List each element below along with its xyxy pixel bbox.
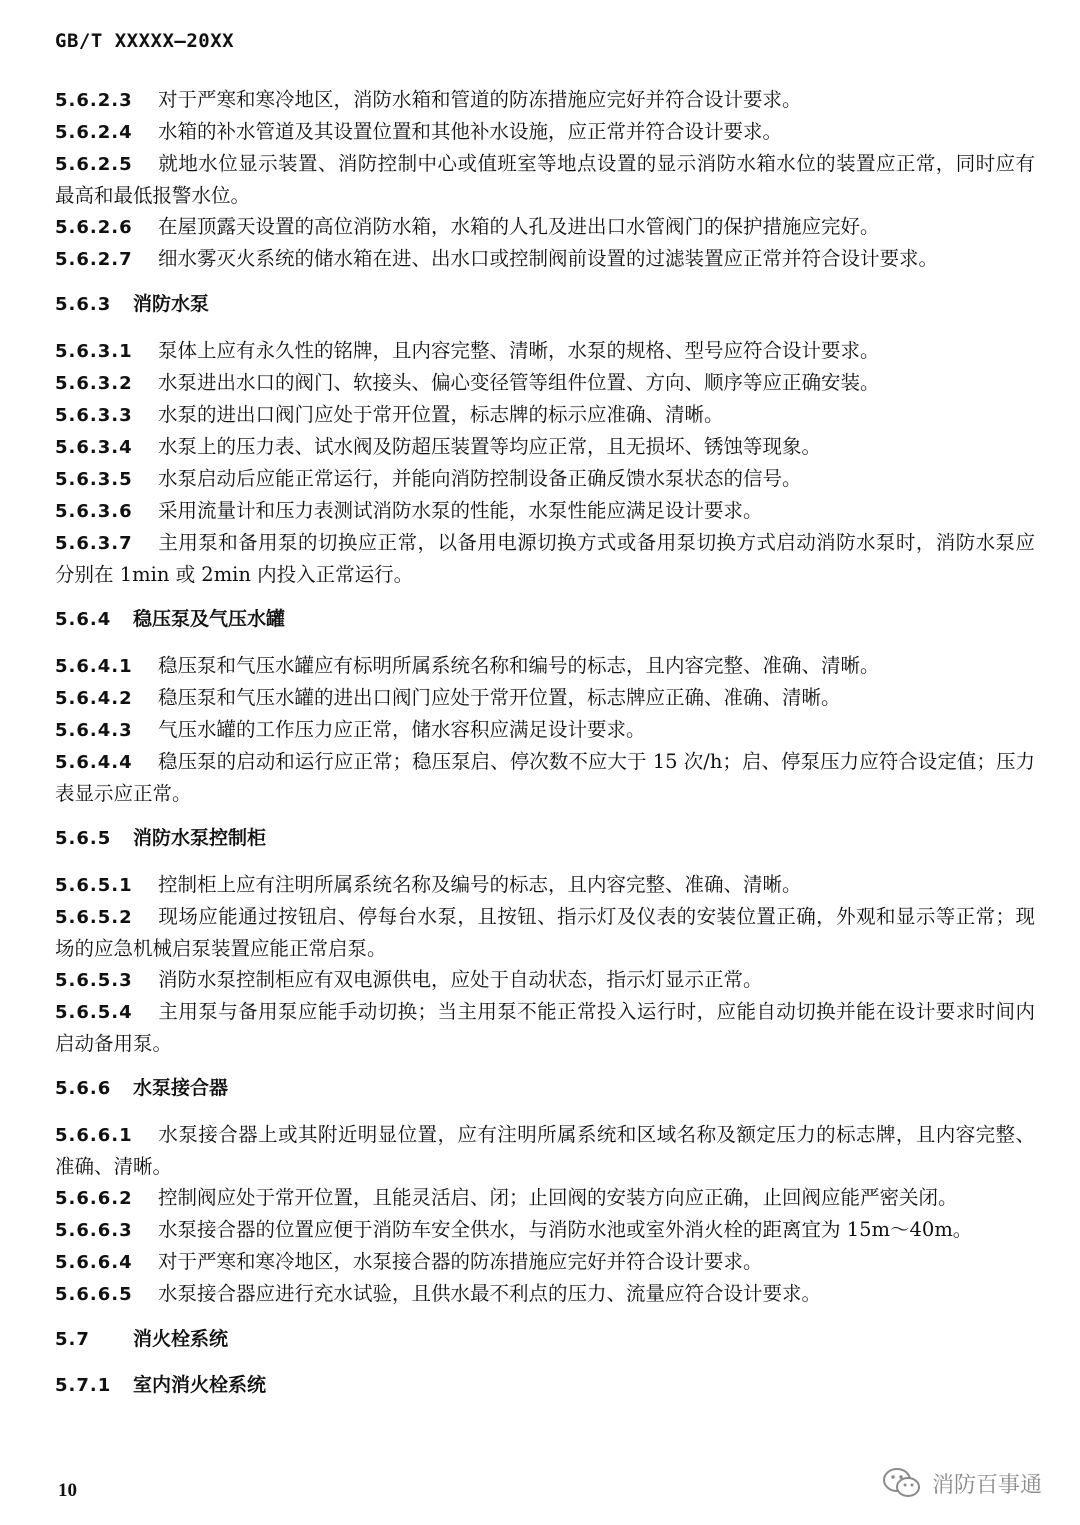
clause-text: 就地水位显示装置、消防控制中心或值班室等地点设置的显示消防水箱水位的装置应正常，同时应有最高和最低报警水位。 bbox=[55, 152, 1035, 207]
clause-number: 5.6.4.4 bbox=[55, 752, 133, 773]
clause-paragraph bbox=[55, 463, 1035, 495]
clause-number: 5.6.5.2 bbox=[55, 907, 133, 928]
section-heading bbox=[55, 289, 1035, 320]
watermark bbox=[882, 1466, 1042, 1500]
clause-number: 5.6.2.7 bbox=[55, 249, 133, 270]
clause-number: 5.6.3.1 bbox=[55, 341, 133, 362]
heading-text: 室内消火栓系统 bbox=[133, 1374, 267, 1396]
clause-paragraph bbox=[55, 869, 1035, 901]
clause-number: 5.6.3 bbox=[55, 294, 112, 315]
clause-number: 5.6.2.5 bbox=[55, 154, 133, 175]
clause-paragraph bbox=[55, 746, 1035, 809]
clause-paragraph bbox=[55, 1278, 1035, 1310]
heading-text: 消火栓系统 bbox=[133, 1328, 229, 1350]
page-number: 10 bbox=[58, 1480, 77, 1501]
clause-number: 5.6.3.4 bbox=[55, 437, 133, 458]
section-heading bbox=[55, 1370, 1035, 1401]
clause-paragraph bbox=[55, 148, 1035, 211]
clause-text: 主用泵和备用泵的切换应正常，以备用电源切换方式或备用泵切换方式启动消防水泵时，消防水泵应分别在 1min 或 2min 内投入正常运行。 bbox=[55, 531, 1035, 586]
clause-paragraph bbox=[55, 714, 1035, 746]
clause-number: 5.6.3.6 bbox=[55, 501, 133, 522]
clause-text: 水泵接合器上或其附近明显位置，应有注明所属系统和区域名称及额定压力的标志牌，且内容完整、准确、清晰。 bbox=[55, 1123, 1035, 1178]
clause-paragraph bbox=[55, 1182, 1035, 1214]
clause-text: 控制柜上应有注明所属系统名称及编号的标志，且内容完整、准确、清晰。 bbox=[158, 873, 802, 896]
clause-paragraph bbox=[55, 682, 1035, 714]
clause-number: 5.6.6.3 bbox=[55, 1220, 133, 1241]
clause-number: 5.6.5.3 bbox=[55, 970, 133, 991]
clause-text: 水泵进出水口的阀门、软接头、偏心变径管等组件位置、方向、顺序等应正确安装。 bbox=[158, 371, 880, 394]
clause-number: 5.7.1 bbox=[55, 1375, 112, 1396]
watermark-text: 消防百事通 bbox=[931, 1472, 1042, 1498]
clause-number: 5.6.3.5 bbox=[55, 469, 133, 490]
clause-paragraph bbox=[55, 1246, 1035, 1278]
clause-paragraph bbox=[55, 901, 1035, 964]
clause-paragraph bbox=[55, 367, 1035, 399]
clause-paragraph bbox=[55, 431, 1035, 463]
clause-number: 5.6.3.2 bbox=[55, 373, 133, 394]
clause-number: 5.6.3.7 bbox=[55, 533, 133, 554]
clause-text: 现场应能通过按钮启、停每台水泵，且按钮、指示灯及仪表的安装位置正确，外观和显示等正常；现场的应急机械启泵装置应能正常启泵。 bbox=[55, 905, 1035, 960]
clause-text: 泵体上应有永久性的铭牌，且内容完整、清晰，水泵的规格、型号应符合设计要求。 bbox=[158, 339, 880, 362]
clause-number: 5.6.6.2 bbox=[55, 1188, 133, 1209]
section-heading bbox=[55, 1073, 1035, 1104]
clause-text: 稳压泵的启动和运行应正常；稳压泵启、停次数不应大于 15 次/h；启、停泵压力应符合设定值；压力表显示应正常。 bbox=[55, 750, 1035, 805]
clause-number: 5.6.4.2 bbox=[55, 688, 133, 709]
clause-paragraph bbox=[55, 243, 1035, 275]
clause-paragraph bbox=[55, 495, 1035, 527]
clause-number: 5.6.5.4 bbox=[55, 1002, 133, 1023]
clause-text: 消防水泵控制柜应有双电源供电，应处于自动状态，指示灯显示正常。 bbox=[158, 968, 763, 991]
clause-paragraph bbox=[55, 1214, 1035, 1246]
heading-text: 消防水泵控制柜 bbox=[133, 827, 267, 849]
clause-text: 水泵的进出口阀门应处于常开位置，标志牌的标示应准确、清晰。 bbox=[158, 403, 724, 426]
clause-paragraph bbox=[55, 335, 1035, 367]
clause-paragraph bbox=[55, 527, 1035, 590]
clause-number: 5.6.6.1 bbox=[55, 1125, 133, 1146]
clause-text: 控制阀应处于常开位置，且能灵活启、闭；止回阀的安装方向应正确，止回阀应能严密关闭。 bbox=[158, 1186, 958, 1209]
clause-number: 5.6.6.4 bbox=[55, 1252, 133, 1273]
standard-code: GB/T XXXXX—20XX bbox=[55, 30, 235, 52]
heading-text: 水泵接合器 bbox=[133, 1077, 229, 1099]
heading-text: 消防水泵 bbox=[133, 293, 210, 315]
section-heading bbox=[55, 823, 1035, 854]
clause-text: 水泵接合器的位置应便于消防车安全供水，与消防水池或室外消火栓的距离宜为 15m～40m。 bbox=[158, 1218, 973, 1241]
clause-text: 主用泵与备用泵应能手动切换；当主用泵不能正常投入运行时，应能自动切换并能在设计要求时间内启动备用泵。 bbox=[55, 1000, 1035, 1055]
clause-paragraph bbox=[55, 996, 1035, 1059]
clause-paragraph bbox=[55, 84, 1035, 116]
clause-paragraph bbox=[55, 650, 1035, 682]
clause-text: 对于严寒和寒冷地区，消防水箱和管道的防冻措施应完好并符合设计要求。 bbox=[158, 88, 802, 111]
section-heading bbox=[55, 604, 1035, 635]
clause-number: 5.6.6.5 bbox=[55, 1284, 133, 1305]
clause-text: 稳压泵和气压水罐的进出口阀门应处于常开位置，标志牌应正确、准确、清晰。 bbox=[158, 686, 841, 709]
clause-paragraph bbox=[55, 211, 1035, 243]
clause-number: 5.6.4.1 bbox=[55, 656, 133, 677]
clause-text: 水泵接合器应进行充水试验，且供水最不利点的压力、流量应符合设计要求。 bbox=[158, 1282, 822, 1305]
clause-number: 5.7 bbox=[55, 1329, 90, 1350]
section-heading bbox=[55, 1324, 1035, 1355]
clause-paragraph bbox=[55, 1119, 1035, 1182]
clause-text: 水箱的补水管道及其设置位置和其他补水设施，应正常并符合设计要求。 bbox=[158, 120, 783, 143]
clause-paragraph bbox=[55, 116, 1035, 148]
clause-text: 水泵上的压力表、试水阀及防超压装置等均应正常，且无损坏、锈蚀等现象。 bbox=[158, 435, 822, 458]
clause-text: 细水雾灭火系统的储水箱在进、出水口或控制阀前设置的过滤装置应正常并符合设计要求。 bbox=[158, 247, 939, 270]
clause-text: 气压水罐的工作压力应正常，储水容积应满足设计要求。 bbox=[158, 718, 646, 741]
clause-number: 5.6.5 bbox=[55, 828, 112, 849]
clause-text: 采用流量计和压力表测试消防水泵的性能，水泵性能应满足设计要求。 bbox=[158, 499, 763, 522]
clause-text: 水泵启动后应能正常运行，并能向消防控制设备正确反馈水泵状态的信号。 bbox=[158, 467, 802, 490]
clause-text: 对于严寒和寒冷地区，水泵接合器的防冻措施应完好并符合设计要求。 bbox=[158, 1250, 763, 1273]
document-body bbox=[55, 84, 1035, 1416]
clause-number: 5.6.2.3 bbox=[55, 90, 133, 111]
clause-paragraph bbox=[55, 964, 1035, 996]
clause-number: 5.6.5.1 bbox=[55, 875, 133, 896]
clause-number: 5.6.4 bbox=[55, 609, 112, 630]
clause-number: 5.6.6 bbox=[55, 1078, 112, 1099]
clause-number: 5.6.2.4 bbox=[55, 122, 133, 143]
wechat-icon bbox=[882, 1466, 922, 1500]
clause-number: 5.6.3.3 bbox=[55, 405, 133, 426]
heading-text: 稳压泵及气压水罐 bbox=[133, 608, 286, 630]
clause-paragraph bbox=[55, 399, 1035, 431]
clause-text: 稳压泵和气压水罐应有标明所属系统名称和编号的标志，且内容完整、准确、清晰。 bbox=[158, 654, 880, 677]
clause-text: 在屋顶露天设置的高位消防水箱，水箱的人孔及进出口水管阀门的保护措施应完好。 bbox=[158, 215, 880, 238]
clause-number: 5.6.2.6 bbox=[55, 217, 133, 238]
clause-number: 5.6.4.3 bbox=[55, 720, 133, 741]
